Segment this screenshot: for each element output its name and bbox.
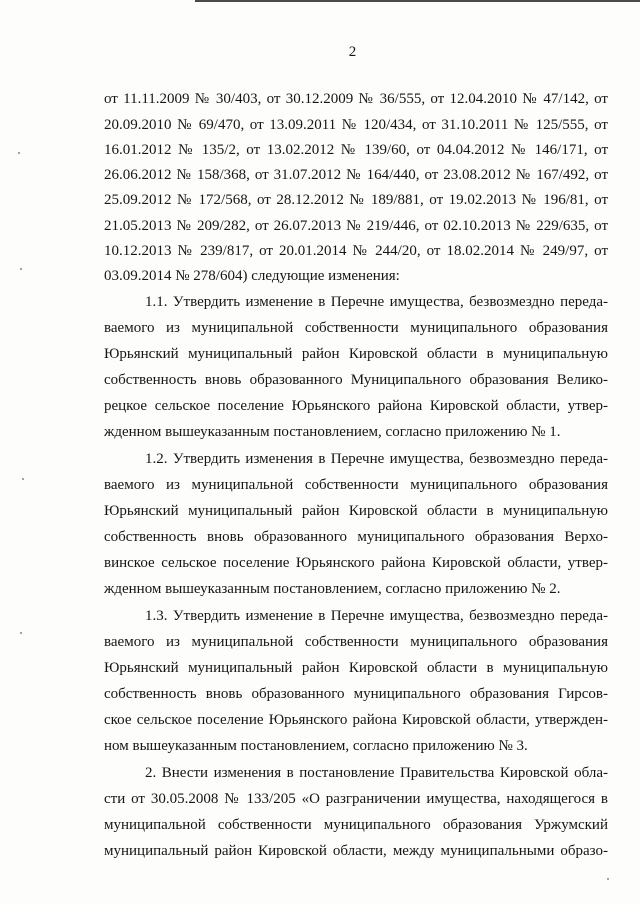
paragraph-2-line: 2. Внести изменения в постановление Правительства Кировской обла- <box>145 765 608 781</box>
text-line: собственность вновь образованного муниципального образования Верхо- <box>104 529 608 545</box>
text-line: ваемого из муниципальной собственности муниципального образования <box>104 320 608 336</box>
text-line: 03.09.2014 № 278/604) следующие изменения: <box>104 268 400 284</box>
paragraph-1-2-line: 1.2. Утвердить изменения в Перечне имущества, безвозмездно переда- <box>145 451 608 467</box>
text-line: ваемого из муниципальной собственности муниципального образования <box>104 477 608 493</box>
text-line: винское сельское поселение Юрьянского района Кировской области, утвер- <box>104 555 608 571</box>
text-line: муниципальный район Кировской области, между муниципальными образо- <box>104 843 608 859</box>
scan-speck <box>18 152 20 154</box>
text-line: рецкое сельское поселение Юрьянского района Кировской области, утвер- <box>104 398 608 414</box>
text-line: 20.09.2010 № 69/470, от 13.09.2011 № 120/434, от 31.10.2011 № 125/555, от <box>104 117 608 133</box>
text-line: 21.05.2013 № 209/282, от 26.07.2013 № 219/446, от 02.10.2013 № 229/635, от <box>104 218 608 234</box>
text-line: от 11.11.2009 № 30/403, от 30.12.2009 № 36/555, от 12.04.2010 № 47/142, от <box>104 91 608 107</box>
scan-speck <box>22 478 24 480</box>
text-line: Юрьянский муниципальный район Кировской области в муниципальную <box>104 346 608 362</box>
text-line: собственность вновь образованного муниципального образования Гирсов- <box>104 686 608 702</box>
page-number: 2 <box>348 44 357 60</box>
paragraph-1-3-line: 1.3. Утвердить изменение в Перечне имущества, безвозмездно переда- <box>145 608 608 624</box>
paragraph-1-1-line: 1.1. Утвердить изменение в Перечне имущества, безвозмездно переда- <box>145 294 608 310</box>
text-line: Юрьянский муниципальный район Кировской области в муниципальную <box>104 503 608 519</box>
text-line: муниципальной собственности муниципального образования Уржумский <box>104 817 608 833</box>
text-line: сти от 30.05.2008 № 133/205 «О разграничении имущества, находящегося в <box>104 791 608 807</box>
text-line: Юрьянский муниципальный район Кировской области в муниципальную <box>104 660 608 676</box>
text-line: жденном вышеуказанным постановлением, согласно приложению № 2. <box>104 581 561 597</box>
scan-speck <box>20 268 22 270</box>
scan-speck <box>20 632 22 634</box>
text-line: 16.01.2012 № 135/2, от 13.02.2012 № 139/60, от 04.04.2012 № 146/171, от <box>104 142 608 158</box>
text-line: собственность вновь образованного Муниципального образования Велико- <box>104 372 608 388</box>
text-line: 25.09.2012 № 172/568, от 28.12.2012 № 189/881, от 19.02.2013 № 196/81, от <box>104 192 608 208</box>
text-line: жденном вышеуказанным постановлением, согласно приложению № 1. <box>104 424 561 440</box>
text-line: 10.12.2013 № 239/817, от 20.01.2014 № 244/20, от 18.02.2014 № 249/97, от <box>104 243 608 259</box>
text-line: ном вышеуказанным постановлением, согласно приложению № 3. <box>104 738 528 754</box>
text-line: ское сельское поселение Юрьянского района Кировской области, утвержден- <box>104 712 608 728</box>
top-rule <box>195 0 640 2</box>
text-line: ваемого из муниципальной собственности муниципального образования <box>104 634 608 650</box>
text-line: 26.06.2012 № 158/368, от 31.07.2012 № 164/440, от 23.08.2012 № 167/492, от <box>104 167 608 183</box>
scan-speck <box>607 878 609 880</box>
